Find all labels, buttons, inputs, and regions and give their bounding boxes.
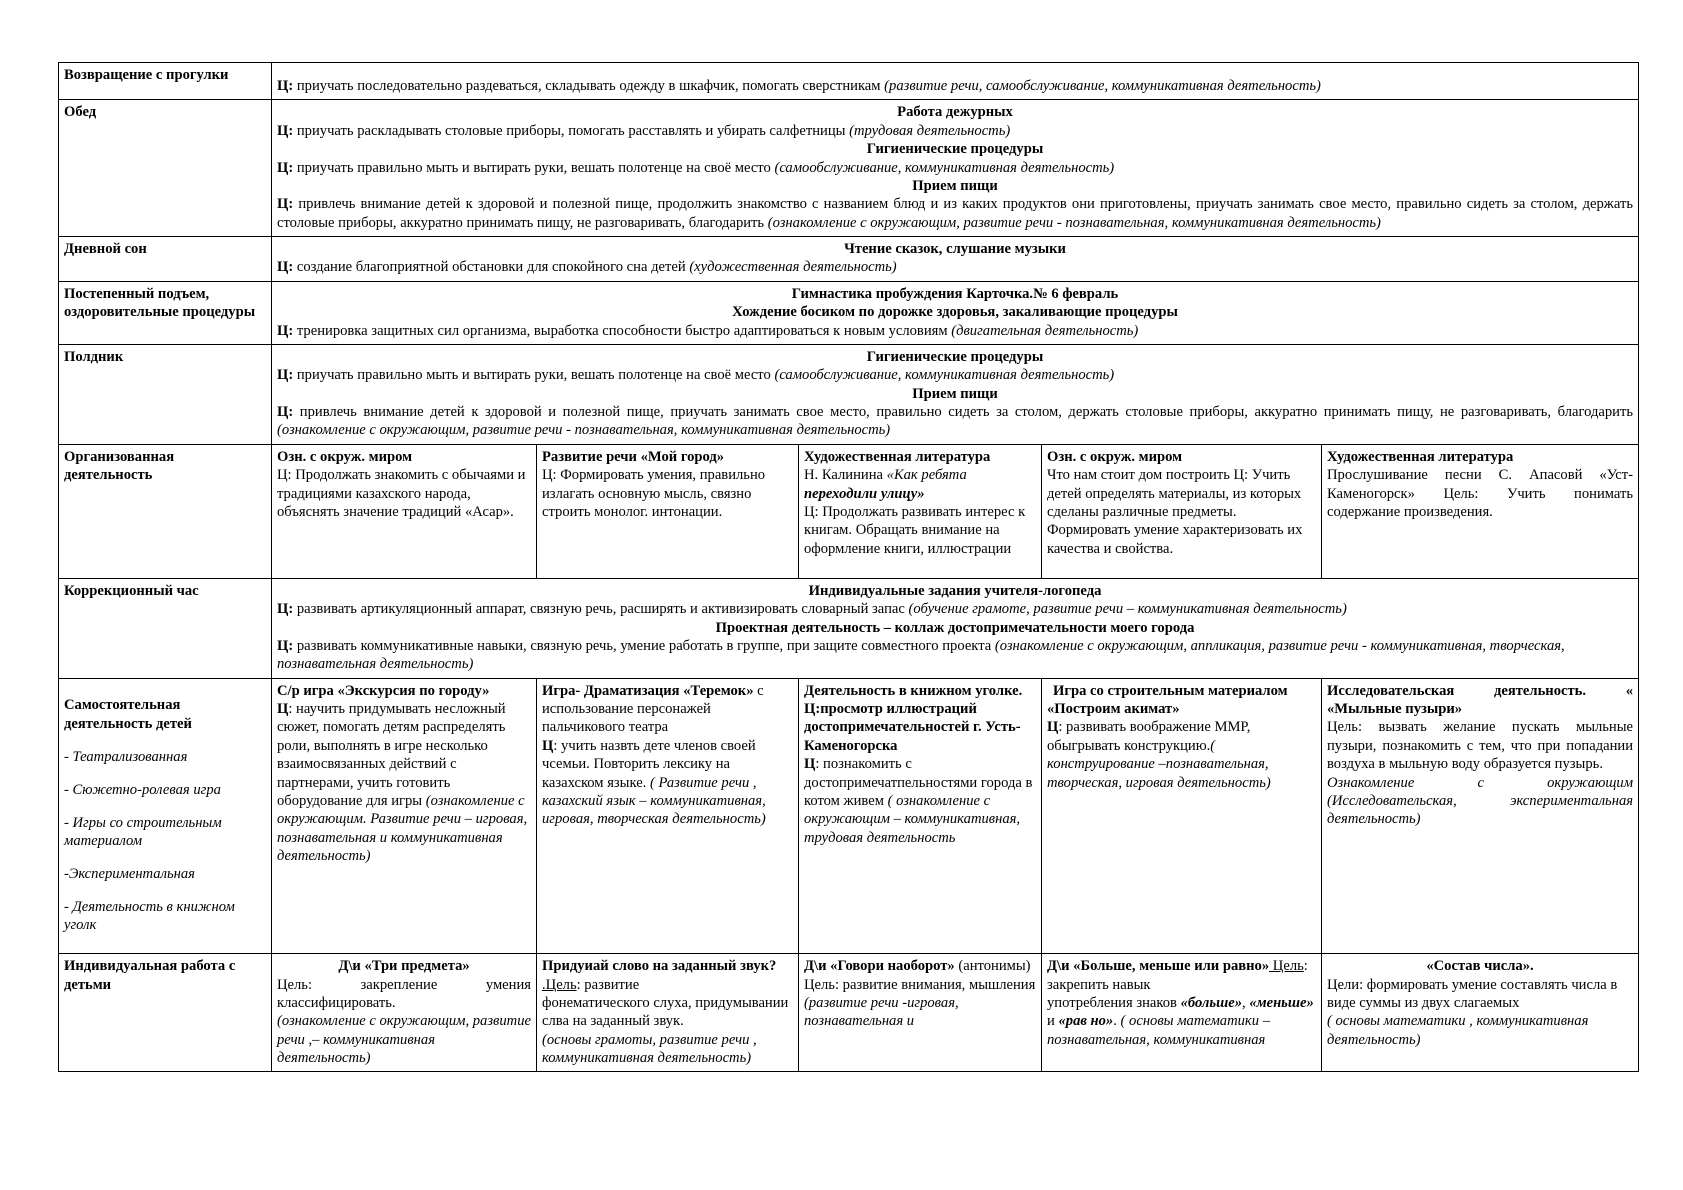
row-label-correction: Коррекционный час bbox=[59, 578, 272, 678]
cell-heading: Исследовательская деятельность. « «Мыльные пузыри» bbox=[1327, 682, 1634, 717]
goal-text: тренировка защитных сил организма, выработка способности быстро адаптироваться к новым условиям bbox=[296, 322, 952, 339]
cell-body-italic: Ознакомление с окружающим (Исследовательская, экспериментальная деятельность) bbox=[1327, 774, 1634, 828]
cell-heading: Озн. с окруж. миром bbox=[1047, 448, 1183, 465]
cell-body: Что нам стоит дом построить Ц: Учить детей определять материалы, из которых сделаны различные предметы. Формировать умение характеризовать их качества и свойства. bbox=[1047, 467, 1303, 557]
independent-cell-4 bbox=[1042, 678, 1322, 954]
goal-prefix: Ц bbox=[277, 78, 289, 94]
goal-line: Ц: тренировка защитных сил организма, выработка способности быстро адаптироваться к новым условиям (двигательная деятельность) bbox=[277, 322, 1139, 339]
goal-text: развивать артикуляционный аппарат, связную речь, расширять и активизировать словарный запас bbox=[296, 601, 909, 618]
goal-text: привлечь внимание детей к здоровой и полезной пище, продолжить знакомство с названием блюд и из каких продуктов они приготовлены, приучать занимать свое место, правильно сидеть за столом, держать столовые приборы, аккуратно принимать пищу, не разговаривать, благодарить bbox=[277, 196, 1634, 231]
cell-heading bbox=[804, 957, 1036, 975]
goal-text: : научить придумывать несложный сюжет, помогать детям распределять роли, выполнять в игре несколько взаимосвязанных действий с партнерами, учить готовить оборудование для игры bbox=[277, 701, 506, 809]
goal-prefix: Ц bbox=[277, 122, 289, 139]
goal-line-2: Ц: привлечь внимание детей к здоровой и полезной пище, приучать занимать свое место, правильно сидеть за столом, держать столовые приборы, аккуратно принимать пищу, не разговаривать, благодарить (ознакомление с окружающим, развитие речи - познавательная, коммуникативная деятельность) bbox=[277, 404, 1634, 439]
goal-text: развивать коммуникативные навыки, связную речь, умение работать в группе, при защите совместного проекта bbox=[296, 637, 995, 654]
goal-prefix: Ц bbox=[277, 467, 288, 484]
goal-line: Ц: приучать последовательно раздеваться, складывать одежду в шкафчик, помогать сверстникам (развитие речи, самообслуживание, коммуникативная деятельность) bbox=[277, 78, 1321, 94]
sign-less: «меньше» bbox=[1249, 994, 1314, 1011]
goal-line-1: Ц: приучать правильно мыть и вытирать руки, вешать полотенце на своё место (самообслуживание, коммуникативная деятельность) bbox=[277, 367, 1115, 384]
cell-body: Цели: формировать умение составлять числа в виде суммы из двух слагаемых bbox=[1327, 976, 1618, 1011]
goal-italic: (ознакомление с окружающим. Развитие речи – игровая, познавательная и коммуникативная деятельность) bbox=[277, 792, 528, 864]
table-row-correction bbox=[59, 578, 1639, 678]
row-label-organized: Организованная деятельность bbox=[59, 444, 272, 578]
cell-heading bbox=[1047, 957, 1316, 994]
individual-cell-2 bbox=[537, 954, 799, 1072]
goal-prefix: Ц bbox=[277, 701, 289, 717]
goal-text: приучать раскладывать столовые приборы, помогать расставлять и убирать салфетницы bbox=[296, 122, 850, 139]
table-row-nap bbox=[59, 237, 1639, 282]
goal-italic: (двигательная деятельность) bbox=[951, 322, 1139, 339]
organized-cell-4 bbox=[1042, 444, 1322, 578]
independent-cell-3 bbox=[799, 678, 1042, 954]
cell-heading-bold: Игра- Драматизация «Теремок» bbox=[542, 682, 754, 699]
cell-heading bbox=[542, 682, 793, 737]
goal-italic: (самообслуживание, коммуникативная деятельность) bbox=[774, 367, 1115, 384]
goal-text: : развивать воображение ММР, обыгрывать конструкцию. bbox=[1047, 719, 1251, 754]
work-title-bold: переходили улицу» bbox=[804, 485, 925, 502]
independent-cell-1 bbox=[272, 678, 537, 954]
row-content-nap bbox=[272, 237, 1639, 282]
cell-body bbox=[542, 737, 793, 829]
cell-heading-bold: Придуиай слово на заданный звук? bbox=[542, 958, 777, 975]
cell-subtitle bbox=[804, 466, 1036, 503]
goal-italic: (ознакомление с окружающим, аппликация, развитие речи - коммуникативная, творческая, познавательная деятельность) bbox=[277, 637, 1565, 673]
goal-line-1: Ц: приучать раскладывать столовые приборы, помогать расставлять и убирать салфетницы (трудовая деятельность) bbox=[277, 122, 1011, 139]
cell-body bbox=[277, 700, 531, 865]
table-row-independent bbox=[59, 678, 1639, 954]
cell-heading-bold: Д\и «Больше, меньше или равно» bbox=[1047, 958, 1270, 975]
goal-prefix: Ц bbox=[542, 467, 553, 484]
label-item-2: - Игры со строительным материалом bbox=[64, 814, 222, 849]
subhead-project: Проектная деятельность – коллаж достопримечательности моего города bbox=[715, 619, 1195, 636]
cell-body bbox=[1047, 718, 1316, 792]
body-text: употребления знаков bbox=[1047, 994, 1181, 1011]
cell-body: фонематического слуха, придумывании слва на заданный звук. bbox=[542, 994, 789, 1030]
organized-cell-5 bbox=[1322, 444, 1639, 578]
cell-heading: С/р игра «Экскурсия по городу» bbox=[277, 682, 490, 699]
cell-heading-tail: с использование персонажей пальчикового театра bbox=[542, 682, 764, 736]
goal-text: приучать правильно мыть и вытирать руки, вешать полотенце на своё место bbox=[296, 159, 775, 176]
cell-body: Цель: развитие внимания, мышления bbox=[804, 976, 1036, 993]
subhead-reading: Чтение сказок, слушание музыки bbox=[844, 241, 1066, 257]
cell-heading: Развитие речи «Мой город» bbox=[542, 448, 725, 465]
goal-prefix: Ц bbox=[804, 503, 815, 520]
cell-heading: Художественная литература bbox=[804, 448, 991, 465]
independent-cell-5 bbox=[1322, 678, 1639, 954]
cell-heading: «Состав числа». bbox=[1426, 958, 1534, 975]
goal-italic: ( конструирование –познавательная, творческая, игровая деятельность) bbox=[1047, 737, 1271, 791]
cell-heading: Д\и «Три предмета» bbox=[338, 958, 470, 975]
goal-text: : учить назвть дете членов своей чсемьи. Повторить лексику на казахском языке. bbox=[542, 737, 756, 791]
cell-heading: Озн. с окруж. миром bbox=[277, 448, 413, 465]
goal-line: Ц: создание благоприятной обстановки для спокойного сна детей (художественная деятельность) bbox=[277, 259, 897, 276]
table-row-snack bbox=[59, 344, 1639, 444]
subhead-meal: Прием пищи bbox=[912, 385, 998, 402]
row-content-return-walk bbox=[272, 63, 1639, 100]
cell-body: Цель: вызвать желание пускать мыльные пузыри, познакомить с тем, что при попадании воздуха в мыльную воду образуется пузырь. bbox=[1327, 719, 1634, 773]
separator-2: и bbox=[1047, 1013, 1059, 1030]
row-label-individual: Индивидуальная работа с детьми bbox=[59, 954, 272, 1072]
organized-cell-2 bbox=[537, 444, 799, 578]
goal-underline: .Цель bbox=[542, 976, 577, 993]
goal-text: : Продолжать развивать интерес к книгам. Обращать внимание на оформление книги, иллюстрации bbox=[804, 503, 1026, 557]
goal-prefix: Ц bbox=[1047, 719, 1059, 736]
subhead-duty: Работа дежурных bbox=[897, 104, 1013, 121]
cell-body: Цель: закрепление умения классифицировать. bbox=[277, 976, 531, 1011]
goal-text: создание благоприятной обстановки для спокойного сна детей bbox=[296, 259, 690, 276]
row-label-wakeup: Постепенный подъем, оздоровительные процедуры bbox=[59, 281, 272, 344]
cell-heading-2: Ц:просмотр иллюстраций достопримечательностей г. Усть-Каменогорска bbox=[804, 701, 1021, 754]
goal-italic: (развитие речи, самообслуживание, коммуникативная деятельность) bbox=[884, 78, 1321, 94]
schedule-table bbox=[58, 62, 1639, 1072]
goal-prefix: Ц bbox=[542, 737, 554, 754]
goal-prefix: Ц bbox=[804, 756, 816, 773]
cell-heading-tail: : закрепить навык bbox=[1047, 958, 1308, 993]
goal-italic: (самообслуживание, коммуникативная деятельность) bbox=[774, 159, 1115, 176]
individual-cell-5 bbox=[1322, 954, 1639, 1072]
cell-body bbox=[277, 466, 531, 521]
body-tail: . bbox=[1113, 1013, 1121, 1030]
cell-body: Прослушивание песни С. Апасовй «Уст-Каменогорск» Цель: Учить понимать содержание произведения. bbox=[1327, 467, 1634, 520]
cell-body-italic: (развитие речи -игровая, познавательная и bbox=[804, 994, 959, 1030]
goal-text: : Продолжать знакомить с обычаями и традициями казахского народа, объяснять значение традиций «Асар». bbox=[277, 467, 526, 520]
individual-cell-4 bbox=[1042, 954, 1322, 1072]
cell-heading-tail: (антонимы) bbox=[954, 958, 1031, 975]
row-label-lunch: Обед bbox=[59, 100, 272, 237]
cell-heading: Игра со строительным материалом «Построим акимат» bbox=[1047, 682, 1288, 717]
author-name: Н. Калинина bbox=[804, 467, 887, 484]
goal-italic: ( ознакомление с окружающим – коммуникативная, трудовая деятельность bbox=[804, 792, 1021, 846]
body-italic: ( основы математики – познавательная, коммуникативная bbox=[1047, 1013, 1270, 1048]
label-item-3: -Экспериментальная bbox=[64, 865, 195, 882]
subhead-hygiene: Гигиенические процедуры bbox=[866, 348, 1044, 365]
cell-heading: Художественная литература bbox=[1327, 448, 1514, 465]
goal-line-3: Ц: привлечь внимание детей к здоровой и полезной пище, продолжить знакомство с названием блюд и из каких продуктов они приготовлены, приучать занимать свое место, правильно сидеть за столом, держать столовые приборы, аккуратно принимать пищу, не разговаривать, благодарить (ознакомление с окружающим, развитие речи - познавательная, коммуникативная деятельность) bbox=[277, 196, 1634, 231]
row-content-wakeup bbox=[272, 281, 1639, 344]
cell-heading bbox=[542, 957, 793, 994]
goal-italic: (трудовая деятельность) bbox=[849, 122, 1011, 139]
cell-body bbox=[804, 755, 1036, 847]
label-item-0: - Театрализованная bbox=[64, 748, 188, 765]
cell-body bbox=[1047, 994, 1316, 1049]
row-label-return-walk: Возвращение с прогулки bbox=[59, 63, 272, 100]
organized-cell-1 bbox=[272, 444, 537, 578]
table-row-organized bbox=[59, 444, 1639, 578]
independent-cell-2 bbox=[537, 678, 799, 954]
organized-cell-3 bbox=[799, 444, 1042, 578]
goal-text: приучать последовательно раздеваться, складывать одежду в шкафчик, помогать сверстникам bbox=[296, 78, 885, 94]
subhead-gymnastics: Гимнастика пробуждения Карточка.№ 6 февраль bbox=[791, 285, 1119, 302]
goal-text: : Формировать умения, правильно излагать основную мысль, связно строить монолог. интонации. bbox=[542, 467, 766, 520]
row-content-snack bbox=[272, 344, 1639, 444]
table-row-lunch bbox=[59, 100, 1639, 237]
cell-body bbox=[542, 466, 793, 521]
sign-more: «больше» bbox=[1180, 994, 1243, 1011]
cell-body-italic: (ознакомление с окружающим, развитие речи ,– коммуникативная деятельность) bbox=[277, 1013, 531, 1067]
goal-underline: Цель bbox=[1269, 958, 1304, 975]
goal-line-1: Ц: развивать артикуляционный аппарат, связную речь, расширять и активизировать словарный запас (обучение грамоте, развитие речи – коммуникативная деятельность) bbox=[277, 601, 1347, 618]
individual-cell-1 bbox=[272, 954, 537, 1072]
label-item-1: - Сюжетно-ролевая игра bbox=[64, 781, 221, 798]
goal-text: приучать правильно мыть и вытирать руки, вешать полотенце на своё место bbox=[296, 367, 775, 384]
goal-line-2: Ц: приучать правильно мыть и вытирать руки, вешать полотенце на своё место (самообслуживание, коммуникативная деятельность) bbox=[277, 159, 1115, 176]
work-title-italic: «Как ребята bbox=[886, 467, 967, 484]
subhead-meal: Прием пищи bbox=[912, 177, 998, 194]
row-label-nap: Дневной сон bbox=[59, 237, 272, 282]
cell-heading: Деятельность в книжном уголке. bbox=[804, 682, 1023, 699]
row-label-snack: Полдник bbox=[59, 344, 272, 444]
separator-1: , bbox=[1242, 994, 1250, 1011]
cell-heading-tail: : развитие bbox=[576, 976, 640, 993]
row-content-lunch bbox=[272, 100, 1639, 237]
goal-text: : познакомить с достопримечатпельностями города в котом живем bbox=[804, 756, 1033, 809]
goal-text: привлечь внимание детей к здоровой и полезной пище, приучать занимать свое место, правильно сидеть за столом, держать столовые приборы, аккуратно принимать пищу, не разговаривать, благодарить bbox=[299, 404, 1634, 420]
cell-body-italic: ( основы математики , коммуникативная деятельность) bbox=[1327, 1013, 1589, 1048]
subhead-speech-tasks: Индивидуальные задания учителя-логопеда bbox=[808, 582, 1102, 599]
label-item-4: - Деятельность в книжном уголк bbox=[64, 898, 235, 934]
cell-heading-bold: Д\и «Говори наоборот» bbox=[804, 958, 955, 975]
subhead-barefoot: Хождение босиком по дорожке здоровья, закаливающие процедуры bbox=[732, 304, 1178, 321]
table-row-return-walk bbox=[59, 63, 1639, 100]
table-row-individual bbox=[59, 954, 1639, 1072]
sign-equal: «рав но» bbox=[1058, 1013, 1114, 1030]
table-row-wakeup bbox=[59, 281, 1639, 344]
goal-italic: (ознакомление с окружающим, развитие речи - познавательная, коммуникативная деятельность) bbox=[277, 422, 891, 439]
row-content-correction bbox=[272, 578, 1639, 678]
subhead-hygiene: Гигиенические процедуры bbox=[866, 141, 1044, 158]
goal-italic: (ознакомление с окружающим, развитие речи - познавательная, коммуникативная деятельность) bbox=[767, 214, 1381, 231]
cell-body-italic: (основы грамоты, развитие речи , коммуникативная деятельность) bbox=[542, 1031, 757, 1067]
goal-italic: ( Развитие речи , казахский язык – коммуникативная, игровая, творческая деятельность) bbox=[542, 774, 766, 828]
row-label-independent bbox=[59, 678, 272, 954]
goal-italic: (обучение грамоте, развитие речи – коммуникативная деятельность) bbox=[908, 601, 1347, 618]
goal-italic: (художественная деятельность) bbox=[689, 259, 897, 276]
cell-body bbox=[804, 503, 1036, 558]
row-label-title: Самостоятельная деятельность детей bbox=[64, 697, 192, 732]
goal-line-2: Ц: развивать коммуникативные навыки, связную речь, умение работать в группе, при защите совместного проекта (ознакомление с окружающим, аппликация, развитие речи - коммуникативная, творческая, познавательная деятельность) bbox=[277, 637, 1565, 673]
individual-cell-3 bbox=[799, 954, 1042, 1072]
